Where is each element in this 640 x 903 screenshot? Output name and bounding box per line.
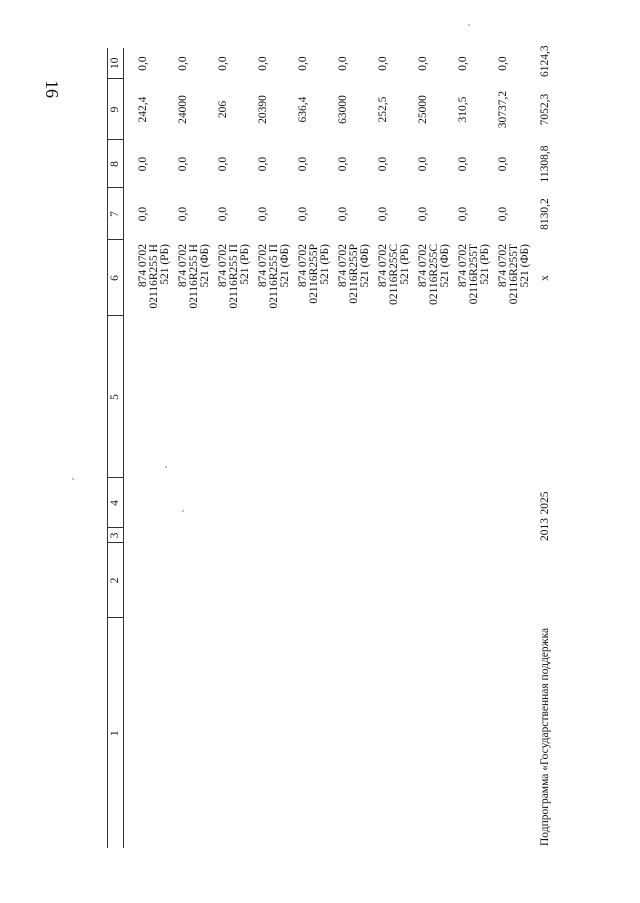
total-col-7: 8130,2 bbox=[539, 198, 551, 230]
value-cell: 0,0 bbox=[417, 56, 429, 71]
code-cell: 874 0702 02116R255 П 521 (РБ) bbox=[217, 244, 251, 309]
value-cell: 0,0 bbox=[377, 56, 389, 71]
value-cell: 0,0 bbox=[177, 206, 189, 222]
value-cell: 0,0 bbox=[217, 56, 229, 71]
code-cell: 874 0702 02116R255Т 521 (ФБ) bbox=[497, 244, 531, 305]
code-cell: 874 0702 02116R255Р 521 (ФБ) bbox=[337, 244, 371, 304]
value-cell: 0,0 bbox=[337, 56, 349, 71]
value-cell: 242,4 bbox=[137, 96, 149, 123]
header-cell: 4 bbox=[108, 478, 124, 528]
scan-speck bbox=[468, 24, 470, 26]
value-cell: 0,0 bbox=[257, 206, 269, 222]
budget-table bbox=[107, 45, 640, 848]
scan-speck bbox=[72, 478, 74, 480]
value-cell: 0,0 bbox=[137, 206, 149, 222]
value-cell: 0,0 bbox=[257, 156, 269, 172]
code-cell: 874 0702 02116R255Р 521 (РБ) bbox=[297, 244, 331, 304]
value-cell: 0,0 bbox=[377, 206, 389, 222]
code-cell: 874 0702 02116R255 Н 521 (ФБ) bbox=[177, 244, 211, 309]
value-cell: 310,5 bbox=[457, 96, 469, 123]
header-cell: 9 bbox=[108, 79, 124, 140]
value-cell: 0,0 bbox=[497, 206, 509, 222]
value-cell: 0,0 bbox=[337, 206, 349, 222]
value-cell: 0,0 bbox=[377, 156, 389, 172]
year-end: 2025 bbox=[539, 491, 551, 515]
header-cell: 1 bbox=[108, 618, 124, 848]
page-number: 16 bbox=[42, 80, 62, 98]
header-cell: 7 bbox=[108, 188, 124, 240]
value-cell: 0,0 bbox=[497, 156, 509, 172]
value-cell: 0,0 bbox=[337, 156, 349, 172]
col-7 bbox=[124, 188, 539, 240]
subprogram-row bbox=[538, 48, 640, 848]
scan-speck bbox=[182, 510, 184, 512]
value-cell: 0,0 bbox=[177, 56, 189, 71]
value-cell: 0,0 bbox=[257, 56, 269, 71]
code-cell: 874 0702 02116R255 Н 521 (РБ) bbox=[137, 244, 171, 309]
col-9 bbox=[124, 79, 539, 140]
header-cell: 6 bbox=[108, 240, 124, 316]
header-cell: 2 bbox=[108, 543, 124, 618]
value-cell: 0,0 bbox=[297, 156, 309, 172]
value-cell: 0,0 bbox=[417, 156, 429, 172]
header-row bbox=[108, 48, 124, 848]
header-cell: 8 bbox=[108, 140, 124, 188]
value-cell: 252,5 bbox=[377, 96, 389, 123]
value-cell: 636,4 bbox=[297, 96, 309, 123]
col-10 bbox=[124, 48, 539, 79]
value-cell: 0,0 bbox=[137, 56, 149, 71]
value-cell: 0,0 bbox=[297, 206, 309, 222]
total-col-9: 7052,3 bbox=[539, 93, 551, 126]
value-cell: 63000 bbox=[337, 95, 349, 124]
value-cell: 0,0 bbox=[177, 156, 189, 172]
code-cell: 874 0702 02116R255 П 521 (ФБ) bbox=[257, 244, 291, 309]
value-cell: 0,0 bbox=[457, 206, 469, 222]
subprogram-label: Подпрограмма «Государственная поддержка bbox=[539, 627, 551, 846]
code-cell: 874 0702 02116R255Т 521 (РБ) bbox=[457, 244, 491, 305]
col-6-codes bbox=[124, 240, 539, 316]
value-cell: 0,0 bbox=[457, 56, 469, 71]
entries-row bbox=[124, 48, 539, 848]
header-cell: 5 bbox=[108, 316, 124, 478]
value-cell: 0,0 bbox=[417, 206, 429, 222]
code-cell: 874 0702 02116R255С 521 (РБ) bbox=[377, 244, 411, 305]
value-cell: 24000 bbox=[177, 95, 189, 124]
value-cell: 206 bbox=[217, 100, 229, 119]
value-cell: 25000 bbox=[417, 95, 429, 124]
code-cell: 874 0702 02116R255С 521 (ФБ) bbox=[417, 244, 451, 305]
value-cell: 0,0 bbox=[457, 156, 469, 172]
header-cell: 3 bbox=[108, 528, 124, 543]
header-cell: 10 bbox=[108, 48, 124, 79]
value-cell: 20390 bbox=[257, 95, 269, 124]
total-col-8: 11308,8 bbox=[539, 145, 551, 183]
value-cell: 0,0 bbox=[217, 206, 229, 222]
value-cell: 30737,2 bbox=[497, 90, 509, 129]
total-col-10: 6124,3 bbox=[539, 45, 551, 77]
year-start: 2013 bbox=[539, 518, 551, 541]
value-cell: 0,0 bbox=[497, 56, 509, 71]
total-marker: х bbox=[539, 275, 551, 281]
value-cell: 0,0 bbox=[297, 56, 309, 71]
value-cell: 0,0 bbox=[217, 156, 229, 172]
value-cell: 0,0 bbox=[137, 156, 149, 172]
col-8 bbox=[124, 140, 539, 188]
scan-speck bbox=[165, 466, 167, 468]
